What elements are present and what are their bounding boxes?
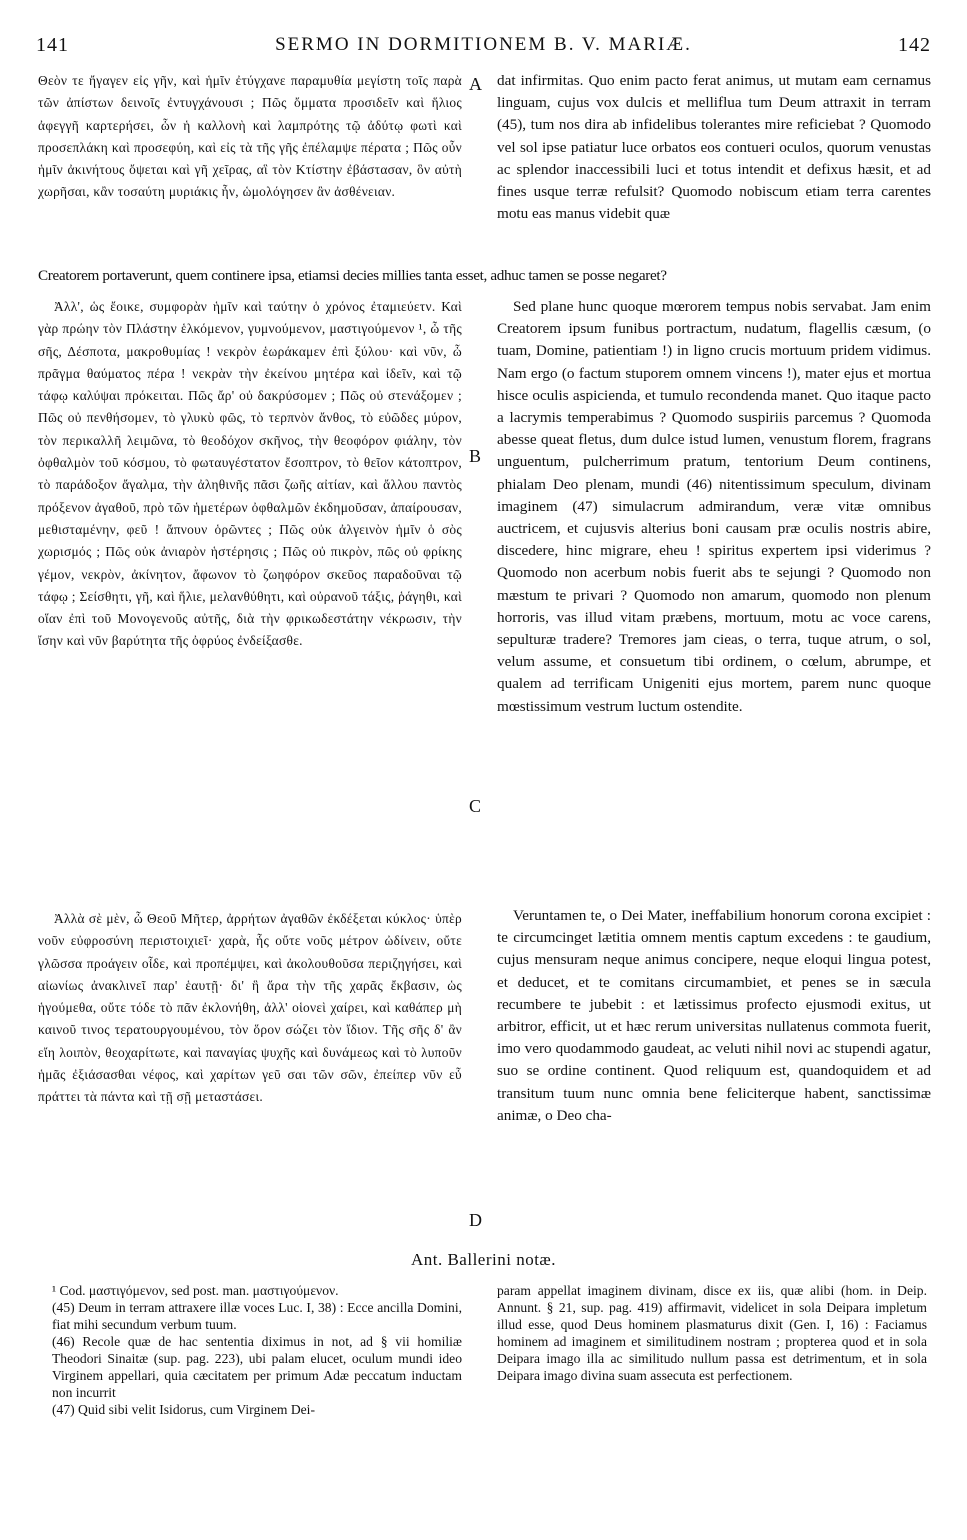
page-number-left: 141 — [36, 34, 69, 56]
latin-paragraph-3: Veruntamen te, o Dei Mater, ineffabilium honorum corona excipiet : te circumcinget lætitia omnem mentis captum excedens : te gaudium, cujus mensuram neque animus concipere, neque eloqui lingua potest, et deducet, et te comitans circumambiet, et penes se in sæcula recumbere te jubebit : et lætissimus profecto ejusmodi exitus, ut arbitror, efficit, ut et hæc rerum universitas nullatenus commota fuerit, imo vero quodammodo gaudeat, ac veluti nihil novi ac stupendi agatur, suo se ordine continent. Quod reliquum est, quandoquidem et ad transitum tuum nunc omnia bene feliciterque habent, sanctissimæ animæ, o Deo cha- — [497, 907, 931, 1124]
latin-column-middle — [497, 296, 931, 896]
note-47: (47) Quid sibi velit Isidorus, cum Virginem Dei- — [52, 1402, 315, 1417]
greek-column-middle — [38, 296, 462, 831]
margin-letter-c: C — [469, 796, 482, 816]
latin-paragraph-1: dat infirmitas. Quo enim pacto ferat animus, ut mutam eam cernamus linguam, cujus vox dulcis et melliflua tum Deum attraxit in terram (45), tum nos dira ab infidelibus tolerantes mire reficiebat ? Quomodo vel sol ipse patiatur luce orbatos eos contueri oculos, quorum venustas ac splendor inaccessibili luci et totus intendit et defixus hæsit, et ad fines usque terræ refulsit? Quomodo nobiscum etiam terra carentes motu eas manus videbit quæ — [497, 72, 931, 223]
note-46: (46) Recole quæ de hac sententia diximus in not, ad § vii homiliæ Theodori Sinaitæ (sup. pag. 223), ubi palam elucet, oculum mundi ideo Virginem appellari, quia cæcitatem per primum Adæ peccatum inductam non incurrit — [52, 1334, 462, 1400]
greek-paragraph-3: Ἀλλὰ σὲ μὲν, ὦ Θεοῦ Μῆτερ, ἀρρήτων ἀγαθῶν ἐκδέξεται κύκλος· ὑπὲρ νοῦν εὐφροσύνη περιστοιχιεῖ· χαρὰ, ἧς οὔτε νοῦς μέτρον ὠδίνειν, οὔτε γλῶσσα προάγειν οἶδε, καὶ προπέμψει, καὶ ἀκολουθοῦσα περιζηγήσει, καὶ αἰωνίως ἀνακλινεῖ παρ' ἑαυτῇ· δι' ἣ ἄρα τὴν τῆς χαρᾶς ἔκβασιν, ὡς ἡγούμεθα, οὔτε τόδε τὸ πᾶν ἐκλονήθη, ἀλλ' οἱονεὶ χαίρει, καὶ καθάπερ μὴ καινοῦ τινος τερατουργουμένου, τὸν ὅρον σώζει τὸν ἴδιον. Τῆς σῆς δ' ἂν εἴη λοιπὸν, θεοχαρίτωτε, καὶ παναγίας ψυχῆς καὶ δυνάμεως καὶ τὸ λυποῦν ἡμᾶς ἐξιάσασθαι νέφος, καὶ χαρίτων γεῦ σαι τῶν σῶν, ἐπείπερ νῦν εὖ πράττει τὰ πάντα καὶ τῇ σῇ μεταστάσει. — [38, 911, 462, 1105]
greek-paragraph-1: Θεὸν τε ἤγαγεν εἰς γῆν, καὶ ἡμῖν ἐτύγχανε παραμυθία μεγίστη τοῖς παρὰ τῶν ἀπίστων δεινοῖς ἐντυγχάνουσι ; Πῶς ὄμματα προσιδεῖν καὶ ἥλιος ἀφεγγῆ καρτερήσει, ὧν ἡ καλλονὴ καὶ λαμπρότης τῷ ἀδύτῳ φωτὶ καὶ προσεπλάκη καὶ προσεφύη, καὶ εἰς τὰ τῆς γῆς ἐπέλαμψε πέρατα ; Πῶς οὖν ἡμῖν ἀκινήτους ὄψεται καὶ γῆ χεῖρας, αἳ τὸν Κτίστην ἐβάστασαν, ὃν αὐτὴ χωρῆσαι, κἂν τοσαύτη μυριάκις ἦν, ὡμολόγησεν ἂν ἀσθένειαν. — [38, 73, 462, 200]
greek-column-bottom — [38, 908, 462, 1244]
greek-column — [38, 70, 462, 266]
page-header — [36, 34, 931, 62]
latin-column-bottom — [497, 905, 931, 1239]
running-title: SERMO IN DORMITIONEM B. V. MARIÆ. — [275, 34, 692, 55]
latin-column — [497, 70, 931, 268]
margin-letter-d: D — [469, 1210, 482, 1230]
latin-paragraph-2: Sed plane hunc quoque mœrorem tempus nobis servabat. Jam enim Creatorem ipsum funibus portractum, nudatum, flagellis cæsum, (o tuam, Domine, patientiam !) in ligno crucis mortuum pridem vidimus. Nam ergo (o factum stuporem omnem vincens !), mater ejus et mortua hisce oculis aspicienda, et tumulo recondenda manet. Quo itaque pacto a lacrymis temperabimus ? Quomodo suspiriis parcemus ? Quomoda abesse queat fletus, dum dulce istud lumen, venustum florem, fragrans unguentum, pulcherrimum pratum, tentorium Deum continens, phialam Deo plenam, mundi (46) nitentissimum speculum, divinam imaginem (47) simulacrum admirandum, veræ vitæ omnibus auctricem, et cujusvis alterius boni causam præ oculis nostris abire, discedere, hinc migrare, eheu ! spiritus expertem ipsi viderimus ? Quomodo non acerbum nobis fuerit abs te sejungi ? Quomodo non mæstum te privari ? Quomodo non amarum, quomodo non plenum horroris, vas illud vitam præbens, mortuum, motu ac voce carens, sepulturæ tradere? Tremores jam cieas, o terra, tuque atrum, o sol, velum assume, et consuetum tibi ordinem, o cœlum, abrumpe, et qualem ad terrificam Unigeniti ejus mortem, parem nunc quoque mœstissimum vestrum luctum ostendite. — [497, 298, 931, 715]
note-47-continued: param appellat imaginem divinam, disce ex iis, quæ alibi (hom. in Deip. Annunt. § 21, sup. pag. 419) affirmavit, videlicet in sola Deipara impletum illud esse, quod Deus hominem plasmaturus dixit (Gen. I, 16) : Faciamus hominem ad imaginem et similitudinem nostram ; propterea quod et in sola Deipara imago illa ac similitudo nullum passa est detrimentum, et in sola Deipara imago divina suam assecuta est perfectionem. — [497, 1283, 927, 1383]
notes-right — [497, 1282, 927, 1384]
note-cod: ¹ Cod. μαστιγόμενον, sed post. man. μαστιγούμενον. — [52, 1283, 339, 1298]
note-45: (45) Deum in terram attraxere illæ voces Luc. I, 38) : Ecce ancilla Domini, fiat mihi secundum verbum tuum. — [52, 1300, 462, 1332]
margin-letter-a: A — [469, 74, 482, 94]
page-number-right: 142 — [898, 34, 931, 56]
margin-letter-b: B — [469, 446, 482, 466]
notes-left — [52, 1282, 462, 1418]
greek-paragraph-2: Ἀλλ', ὡς ἔοικε, συμφορὰν ἡμῖν καὶ ταύτην ὁ χρόνος ἐταμιεύετν. Καὶ γὰρ πρώην τὸν Πλάστην ἑλκόμενον, γυμνούμενον, μαστιγούμενον ¹, ὦ τῆς σῆς, Δέσποτα, μακροθυμίας ! νεκρὸν ἑωράκαμεν ἐπὶ ξύλου· καὶ νῦν, ὦ πρᾶγμα θαύματος πέρα ! νεκρὰν τὴν ἐκείνου μητέρα καὶ ἰδεῖν, καὶ τῷ τάφῳ καλύψαι πρόκειται. Πῶς ἄρ' οὐ δακρύσομεν ; Πῶς οὐ στενάξομεν ; Πῶς οὐ πενθήσομεν, τὸ γλυκὺ φῶς, τὸ τερπνὸν ἄνθος, τὸ εὐῶδες μύρον, τὸν περικαλλῆ λειμῶνα, τὸ θεοδόχον σκῆνος, τὴν θεοφόρον φιάλην, τὸν ὀφθαλμὸν τοῦ κόσμου, τὸ φωταυγέστατον ἔσοπτρον, τὸ θεῖον κάτοπτρον, τὸ παράδοξον ἄγαλμα, τὴν ἀληθινῆς πᾶσι ζωῆς αἰτίαν, καὶ ἄλλου παντὸς πρόξενον ἀγαθοῦ, πρὸ τῶν ἡμετέρων ὀφθαλμῶν ἐκδημοῦσαν, ἀπαίρουσαν, μεθισταμένην, φεῦ ! ἄπνουν ὁρῶντες ; Πῶς οὐκ ἀλγεινὸν ἡμῖν ὁ σὸς χωρισμός ; Πῶς οὐκ ἀνιαρὸν ἡστέρησις ; Πῶς οὐ πικρὸν, πῶς οὐ φρίκης γέμον, νεκρὸν, ἀκίνητον, ἄφωνον τὸ ζωηφόρον σκεῦος παραδοῦναι τῷ τάφῳ ; Σείσθητι, γῆ, καὶ ἥλιε, μελανθύθητι, καὶ οὐρανοῦ τάξις, ῥάγηθι, καὶ οἵαν ἐπὶ τοῦ Μονογενοῦς αὐτῆς, διὰ τὴν φρικωδεστάτην νέκρωσιν, τὴν ἴσην καὶ νῦν βαρύτητα τῆς ὀφρύος ἐνδείξασθε. — [38, 299, 462, 649]
full-width-line: Creatorem portaverunt, quem continere ipsa, etiamsi decies millies tanta esset, adhuc tamen se posse negaret? — [38, 267, 667, 284]
notes-title: Ant. Ballerini notæ. — [410, 1250, 557, 1269]
